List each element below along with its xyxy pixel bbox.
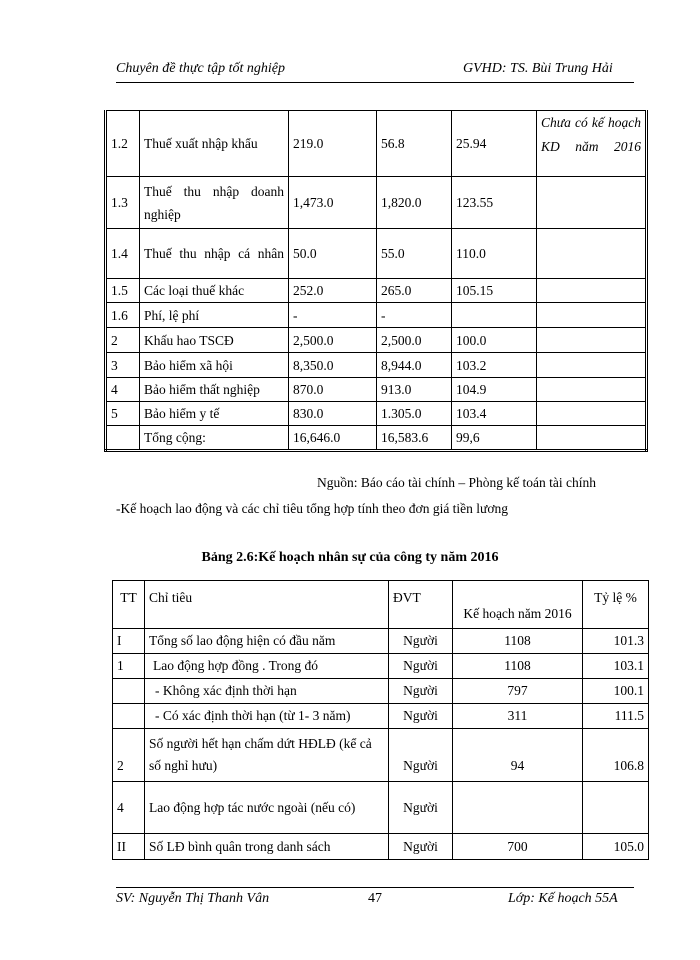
table-row [113, 782, 649, 834]
row-value-2: 56.8 [377, 111, 452, 177]
row-unit: Người [389, 679, 453, 704]
footer-divider [116, 887, 634, 888]
row-name: Khấu hao TSCĐ [140, 328, 289, 353]
row-plan: 797 [453, 679, 583, 704]
table-row [113, 704, 649, 729]
row-tt: 2 [113, 729, 145, 782]
row-number: 1.3 [106, 177, 140, 229]
row-ratio: 105.0 [583, 834, 649, 860]
row-value-2: 2,500.0 [377, 328, 452, 353]
header-divider [116, 82, 634, 83]
row-note [537, 328, 647, 353]
row-ratio: 103.1 [583, 654, 649, 679]
row-percent [452, 303, 537, 328]
header-right: GVHD: TS. Bùi Trung Hải [463, 61, 613, 76]
row-ratio: 100.1 [583, 679, 649, 704]
table-row [106, 177, 647, 229]
table-row [113, 834, 649, 860]
row-name: Bảo hiểm xã hội [140, 353, 289, 378]
row-note [537, 378, 647, 402]
row-note-text: Chưa có kế hoạch KD năm 2016 [541, 115, 641, 154]
row-ratio [583, 782, 649, 834]
row-name-text: Thuế thu nhập cá nhân [144, 246, 284, 261]
header-left: Chuyên đề thực tập tốt nghiệp [116, 61, 285, 76]
row-percent: 25.94 [452, 111, 537, 177]
row-unit: Người [389, 729, 453, 782]
row-ratio: 111.5 [583, 704, 649, 729]
row-value-2: 913.0 [377, 378, 452, 402]
row-value-1: - [289, 303, 377, 328]
table-row [113, 729, 649, 782]
table-source: Nguồn: Báo cáo tài chính – Phòng kế toán tài chính [317, 475, 596, 490]
row-percent: 104.9 [452, 378, 537, 402]
footer-class: Lớp: Kế hoạch 55A [508, 891, 618, 906]
row-plan: 700 [453, 834, 583, 860]
row-number: 3 [106, 353, 140, 378]
table-row [106, 111, 647, 177]
table-row [113, 679, 649, 704]
table-row [113, 629, 649, 654]
row-tt: 1 [113, 654, 145, 679]
row-name: Bảo hiểm thất nghiệp [140, 378, 289, 402]
table-header-row [113, 581, 649, 629]
row-value-1: 50.0 [289, 229, 377, 279]
row-number: 2 [106, 328, 140, 353]
row-value-1: 830.0 [289, 402, 377, 426]
row-value-2: 1,820.0 [377, 177, 452, 229]
row-indicator: Lao động hợp tác nước ngoài (nếu có) [145, 782, 389, 834]
row-percent: 103.4 [452, 402, 537, 426]
row-number: 1.6 [106, 303, 140, 328]
row-unit: Người [389, 834, 453, 860]
personnel-table [112, 580, 649, 860]
row-value-2: 1.305.0 [377, 402, 452, 426]
row-note [537, 426, 647, 451]
row-tt: 4 [113, 782, 145, 834]
header-unit: ĐVT [389, 581, 453, 629]
row-value-1: 870.0 [289, 378, 377, 402]
total-value-2: 16,583.6 [377, 426, 452, 451]
row-name [140, 177, 289, 229]
row-note [537, 353, 647, 378]
row-value-1: 252.0 [289, 279, 377, 303]
row-plan: 94 [453, 729, 583, 782]
row-unit: Người [389, 782, 453, 834]
row-indicator: - Không xác định thời hạn [145, 679, 389, 704]
row-unit: Người [389, 629, 453, 654]
total-value-1: 16,646.0 [289, 426, 377, 451]
row-plan [453, 782, 583, 834]
row-unit: Người [389, 704, 453, 729]
row-indicator: Số người hết hạn chấm dứt HĐLĐ (kể cả số nghỉ hưu) [145, 729, 389, 782]
row-note [537, 177, 647, 229]
row-number [106, 426, 140, 451]
total-row [106, 426, 647, 451]
row-note [537, 402, 647, 426]
header-plan: Kế hoạch năm 2016 [453, 581, 583, 629]
row-note [537, 279, 647, 303]
row-value-1: 2,500.0 [289, 328, 377, 353]
header-indicator: Chỉ tiêu [145, 581, 389, 629]
header-ratio: Tỷ lệ % [583, 581, 649, 629]
row-number: 1.2 [106, 111, 140, 177]
row-tt [113, 704, 145, 729]
row-tt: I [113, 629, 145, 654]
row-name: Phí, lệ phí [140, 303, 289, 328]
row-name: Bảo hiểm y tế [140, 402, 289, 426]
row-value-1: 8,350.0 [289, 353, 377, 378]
row-number: 5 [106, 402, 140, 426]
row-tt: II [113, 834, 145, 860]
row-note [537, 229, 647, 279]
row-value-2: 55.0 [377, 229, 452, 279]
row-value-2: 8,944.0 [377, 353, 452, 378]
tax-table [104, 110, 648, 452]
total-label: Tổng cộng: [140, 426, 289, 451]
row-unit: Người [389, 654, 453, 679]
table-caption: Bảng 2.6:Kế hoạch nhân sự của công ty năm 2016 [201, 550, 499, 565]
row-plan: 1108 [453, 629, 583, 654]
row-value-1: 219.0 [289, 111, 377, 177]
row-percent: 103.2 [452, 353, 537, 378]
row-name-text: Thuế thu nhập doanh nghiệp [144, 183, 284, 222]
row-ratio: 101.3 [583, 629, 649, 654]
table-row [113, 654, 649, 679]
row-number: 4 [106, 378, 140, 402]
row-tt [113, 679, 145, 704]
row-plan: 311 [453, 704, 583, 729]
row-plan: 1108 [453, 654, 583, 679]
table-row [106, 378, 647, 402]
row-value-2: - [377, 303, 452, 328]
row-percent: 105.15 [452, 279, 537, 303]
row-percent: 123.55 [452, 177, 537, 229]
row-indicator: Lao động hợp đồng . Trong đó [145, 654, 389, 679]
row-value-2: 265.0 [377, 279, 452, 303]
row-note [537, 303, 647, 328]
row-number: 1.5 [106, 279, 140, 303]
row-indicator: Số LĐ bình quân trong danh sách [145, 834, 389, 860]
row-number: 1.4 [106, 229, 140, 279]
total-percent: 99,6 [452, 426, 537, 451]
page-number: 47 [368, 891, 382, 906]
row-name: Các loại thuế khác [140, 279, 289, 303]
row-name: Thuế xuất nhập khẩu [140, 111, 289, 177]
row-value-1: 1,473.0 [289, 177, 377, 229]
header-tt: TT [113, 581, 145, 629]
body-paragraph: -Kế hoạch lao động và các chỉ tiêu tổng hợp tính theo đơn giá tiền lương [116, 501, 509, 516]
table-row [106, 353, 647, 378]
table-row [106, 402, 647, 426]
row-percent: 110.0 [452, 229, 537, 279]
table-row [106, 279, 647, 303]
row-ratio: 106.8 [583, 729, 649, 782]
row-indicator: - Có xác định thời hạn (từ 1- 3 năm) [145, 704, 389, 729]
row-percent: 100.0 [452, 328, 537, 353]
row-name [140, 229, 289, 279]
table-row [106, 303, 647, 328]
row-indicator: Tổng số lao động hiện có đầu năm [145, 629, 389, 654]
table-row [106, 229, 647, 279]
table-row [106, 328, 647, 353]
row-note [537, 111, 647, 177]
footer-student: SV: Nguyễn Thị Thanh Vân [116, 891, 270, 906]
